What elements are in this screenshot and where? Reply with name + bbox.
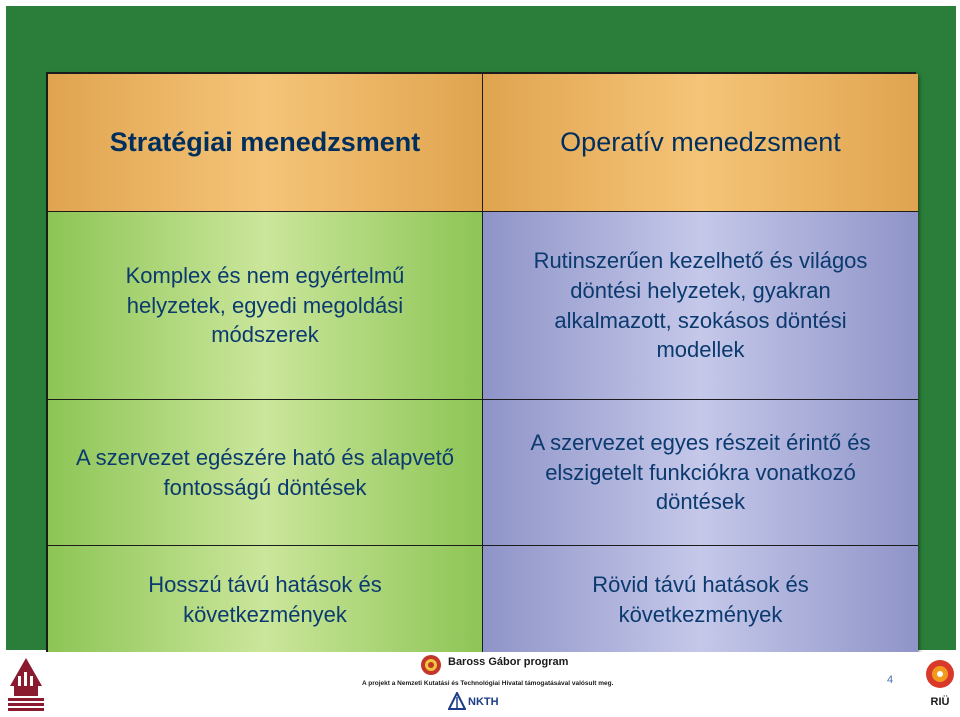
pecs-chamber-logo-icon xyxy=(4,656,48,712)
baross-support-line: A projekt a Nemzeti Kutatási és Technológiai Hivatal támogatásával valósult meg. xyxy=(362,680,614,687)
riu-label: RIÜ xyxy=(930,696,950,708)
baross-logo-icon xyxy=(420,654,442,681)
operative-row-2: A szervezet egyes részeit érintő és elszigetelt funkciókra vonatkozó döntések xyxy=(483,400,918,546)
operative-row-1: Rutinszerűen kezelhető és világos döntési helyzetek, gyakran alkalmazott, szokásos döntési modellek xyxy=(483,212,918,400)
header-operative: Operatív menedzsment xyxy=(483,74,918,212)
page-number: 4 xyxy=(887,674,894,686)
strategic-row-2: A szervezet egészére ható és alapvető fontosságú döntések xyxy=(48,400,483,546)
riu-logo-icon xyxy=(924,656,956,712)
operative-row-3: Rövid távú hatások és következmények xyxy=(483,546,918,654)
comparison-table xyxy=(46,72,916,652)
header-strategic: Stratégiai menedzsment xyxy=(48,74,483,212)
baross-banner xyxy=(360,652,614,716)
nkth-logo-icon xyxy=(448,692,466,715)
strategic-row-1: Komplex és nem egyértelmű helyzetek, egyedi megoldási módszerek xyxy=(48,212,483,400)
footer xyxy=(0,652,960,716)
strategic-row-3: Hosszú távú hatások és következmények xyxy=(48,546,483,654)
nkth-label: NKTH xyxy=(468,696,499,708)
baross-title: Baross Gábor program xyxy=(448,656,569,668)
